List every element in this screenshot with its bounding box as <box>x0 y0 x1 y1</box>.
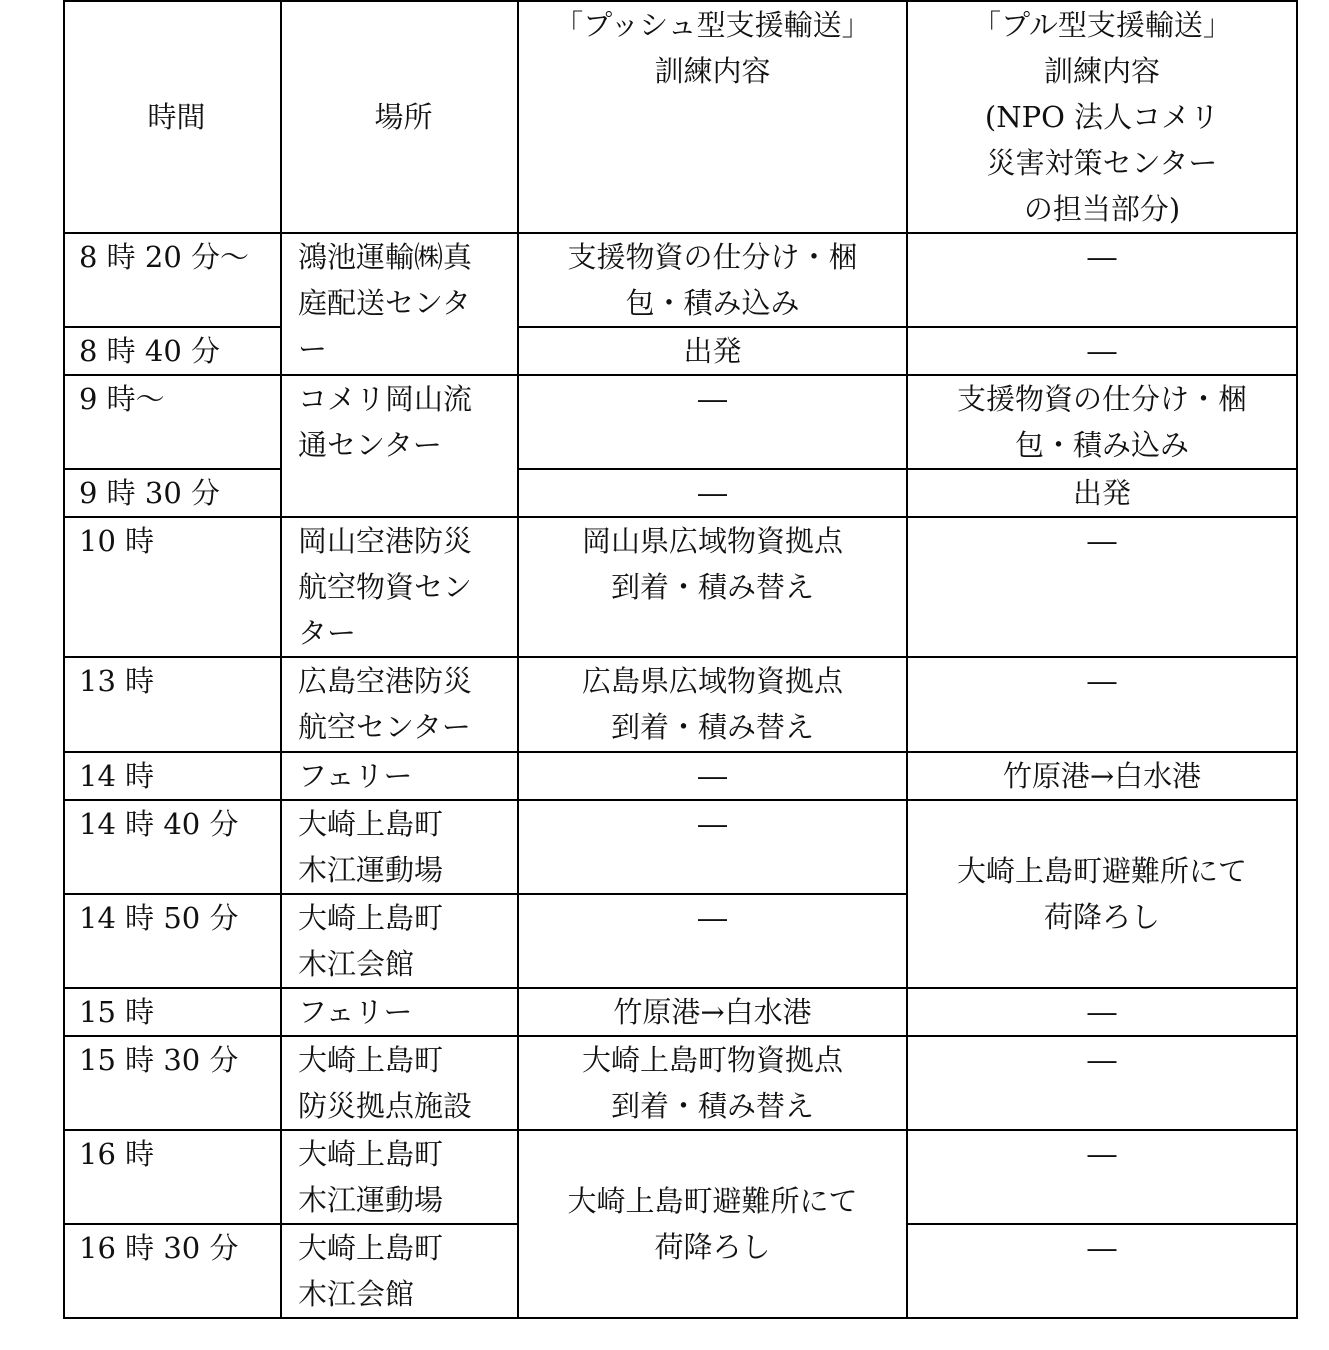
push-cell: ― <box>518 894 907 988</box>
table-row <box>64 657 1297 752</box>
time-cell: 16 時 30 分 <box>64 1224 281 1318</box>
table-row <box>64 517 1297 657</box>
pull-cell: ― <box>907 1036 1297 1130</box>
schedule-table <box>63 0 1298 1319</box>
time-cell: 16 時 <box>64 1130 281 1224</box>
place-cell: 岡山空港防災 航空物資セン ター <box>281 517 518 657</box>
push-cell: ― <box>518 375 907 469</box>
time-cell: 10 時 <box>64 517 281 657</box>
pull-cell: 竹原港→白水港 <box>907 752 1297 800</box>
time-cell: 15 時 <box>64 988 281 1036</box>
table-row <box>64 988 1297 1036</box>
place-cell: 大崎上島町 木江運動場 <box>281 800 518 894</box>
header-push: 「プッシュ型支援輸送」 訓練内容 <box>518 1 907 233</box>
place-cell: 大崎上島町 木江会館 <box>281 894 518 988</box>
table-row <box>64 327 1297 375</box>
pull-cell: ― <box>907 657 1297 752</box>
time-cell: 14 時 40 分 <box>64 800 281 894</box>
push-cell: 大崎上島町物資拠点 到着・積み替え <box>518 1036 907 1130</box>
pull-cell: ― <box>907 988 1297 1036</box>
place-cell: 鴻池運輸㈱真 庭配送センタ ー <box>281 233 518 375</box>
push-cell: 広島県広域物資拠点 到着・積み替え <box>518 657 907 752</box>
pull-cell: 大崎上島町避難所にて 荷降ろし <box>907 800 1297 988</box>
push-cell: 岡山県広域物資拠点 到着・積み替え <box>518 517 907 657</box>
time-cell: 8 時 20 分～ <box>64 233 281 327</box>
time-cell: 14 時 <box>64 752 281 800</box>
table-row <box>64 1130 1297 1224</box>
push-cell: ― <box>518 800 907 894</box>
pull-cell: ― <box>907 517 1297 657</box>
table-row <box>64 752 1297 800</box>
push-cell: 竹原港→白水港 <box>518 988 907 1036</box>
table-row <box>64 800 1297 894</box>
place-cell: 大崎上島町 木江運動場 <box>281 1130 518 1224</box>
place-cell: コメリ岡山流 通センター <box>281 375 518 517</box>
time-cell: 15 時 30 分 <box>64 1036 281 1130</box>
table-row <box>64 233 1297 327</box>
place-cell: フェリー <box>281 752 518 800</box>
push-cell: 大崎上島町避難所にて 荷降ろし <box>518 1130 907 1318</box>
pull-cell: 出発 <box>907 469 1297 517</box>
push-cell: 出発 <box>518 327 907 375</box>
pull-cell: ― <box>907 1224 1297 1318</box>
time-cell: 8 時 40 分 <box>64 327 281 375</box>
time-cell: 13 時 <box>64 657 281 752</box>
pull-cell: ― <box>907 327 1297 375</box>
header-pull: 「プル型支援輸送」 訓練内容 (NPO 法人コメリ 災害対策センター の担当部分) <box>907 1 1297 233</box>
push-cell: ― <box>518 752 907 800</box>
table-header-row <box>64 1 1297 233</box>
pull-cell: ― <box>907 233 1297 327</box>
pull-cell: 支援物資の仕分け・梱 包・積み込み <box>907 375 1297 469</box>
header-time: 時間 <box>64 1 281 233</box>
time-cell: 9 時 30 分 <box>64 469 281 517</box>
place-cell: 大崎上島町 防災拠点施設 <box>281 1036 518 1130</box>
pull-cell: ― <box>907 1130 1297 1224</box>
push-cell: 支援物資の仕分け・梱 包・積み込み <box>518 233 907 327</box>
time-cell: 9 時～ <box>64 375 281 469</box>
place-cell: 広島空港防災 航空センター <box>281 657 518 752</box>
header-place: 場所 <box>281 1 518 233</box>
table-row <box>64 469 1297 517</box>
table-row <box>64 375 1297 469</box>
table-row <box>64 1036 1297 1130</box>
time-cell: 14 時 50 分 <box>64 894 281 988</box>
push-cell: ― <box>518 469 907 517</box>
place-cell: 大崎上島町 木江会館 <box>281 1224 518 1318</box>
place-cell: フェリー <box>281 988 518 1036</box>
